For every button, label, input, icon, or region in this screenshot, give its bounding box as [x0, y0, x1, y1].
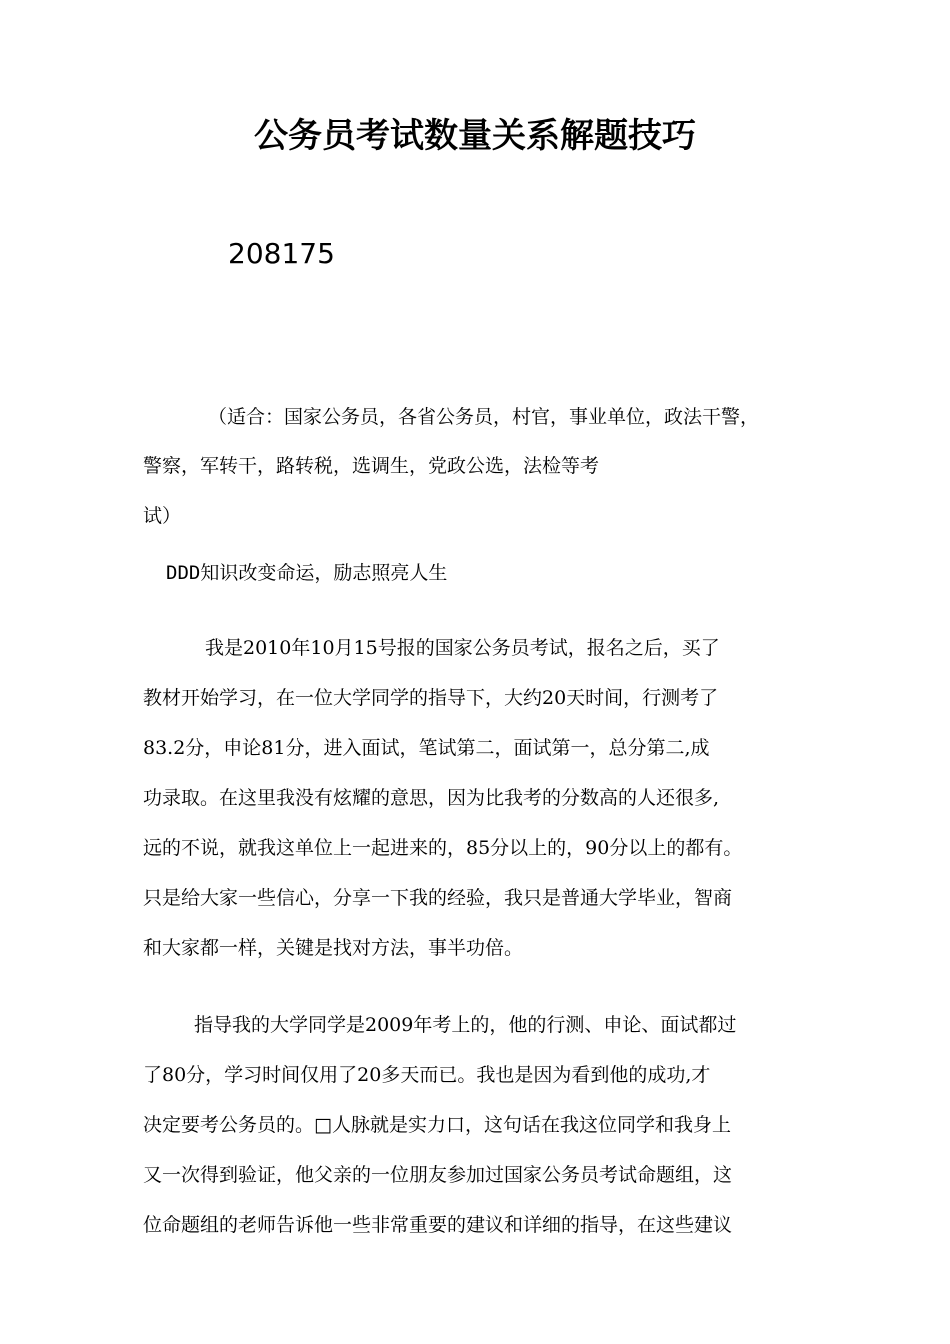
paragraph1-line-1: 我是2010年10月15号报的国家公务员考试，报名之后，买了 [205, 637, 720, 659]
paragraph1-line-6: 只是给大家一些信心，分享一下我的经验，我只是普通大学毕业，智商 [143, 887, 733, 909]
paragraph1-line-7: 和大家都一样，关键是找对方法，事半功倍。 [143, 937, 524, 959]
paragraph2-line-2: 了80分，学习时间仅用了20多天而已。我也是因为看到他的成功,才 [143, 1064, 711, 1086]
motto-prefix: DDD [166, 562, 201, 584]
intro-line-2: 警察，军转干，路转税，选调生，党政公选，法检等考 [143, 455, 600, 477]
document-number: 208175 [228, 237, 335, 270]
document-title: 公务员考试数量关系解题技巧 [254, 116, 696, 156]
paragraph2-line-5: 位命题组的老师告诉他一些非常重要的建议和详细的指导，在这些建议 [143, 1214, 733, 1236]
intro-line-1: （适合：国家公务员，各省公务员，村官，事业单位，政法干警， [208, 406, 760, 428]
motto [166, 559, 447, 587]
paragraph2-line-1: 指导我的大学同学是2009年考上的，他的行测、申论、面试都过 [194, 1014, 737, 1036]
paragraph1-line-4: 功录取。在这里我没有炫耀的意思，因为比我考的分数高的人还很多, [143, 787, 720, 809]
paragraph1-line-2: 教材开始学习，在一位大学同学的指导下，大约20天时间，行测考了 [143, 687, 719, 709]
paragraph2-line-4: 又一次得到验证，他父亲的一位朋友参加过国家公务员考试命题组，这 [143, 1164, 733, 1186]
intro-line-3: 试） [143, 505, 182, 527]
paragraph1-line-5: 远的不说，就我这单位上一起进来的，85分以上的，90分以上的都有。 [143, 837, 743, 859]
paragraph2-line-3: 决定要考公务员的。□人脉就是实力口，这句话在我这位同学和我身上 [143, 1114, 731, 1136]
paragraph1-line-3: 83.2分，申论81分，进入面试，笔试第二，面试第一，总分第二,成 [143, 737, 710, 759]
motto-text: 知识改变命运，励志照亮人生 [200, 562, 448, 584]
